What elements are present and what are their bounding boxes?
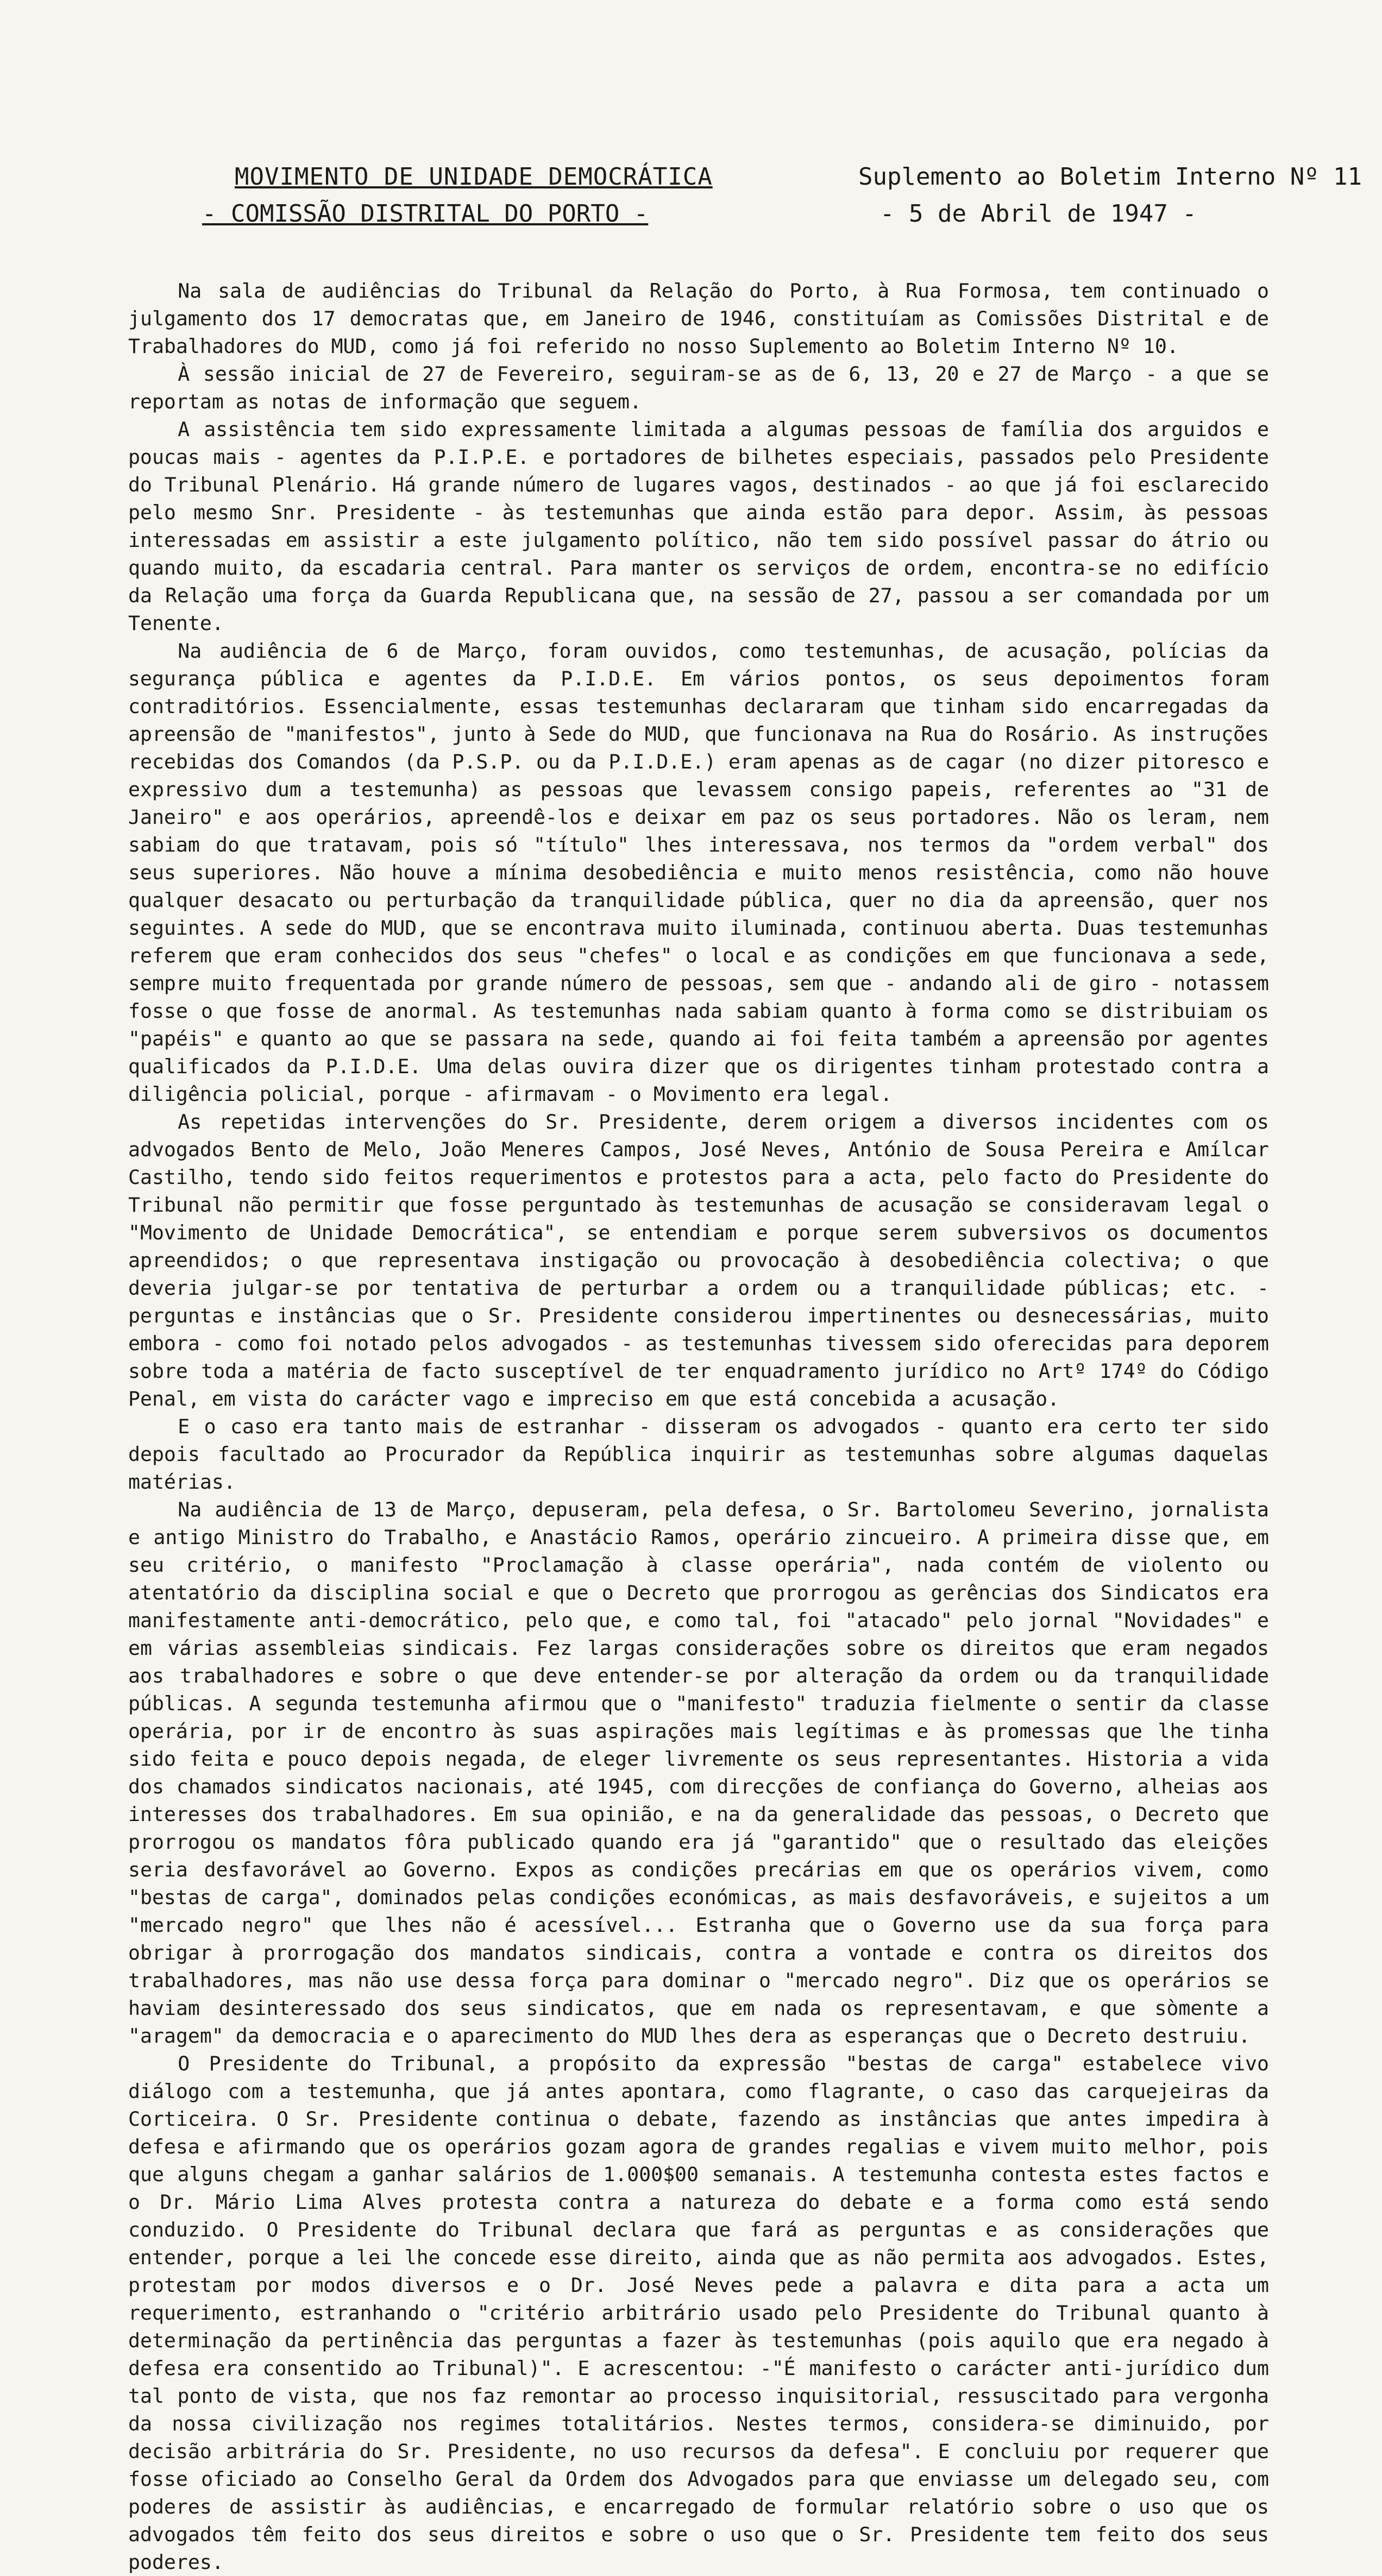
paragraph-8: O Presidente do Tribunal, a propósito da expressão "bestas de carga" estabelece vivo diálogo com a testemunha, que já antes apontara, como flagrante, o caso das carquejeiras da Corticeira. O Sr. Presidente continua o debate, fazendo as instâncias que antes impedira à defesa e afirmando que os operários gozam agora de grandes regalias e vivem muito melhor, pois que alguns chegam a ganhar salários de 1.000$00 semanais. A testemunha contesta estes factos e o Dr. Mário Lima Alves protesta contra a natureza do debate e a forma como está sendo conduzido. O Presidente do Tribunal declara que fará as perguntas e as considerações que entender, porque a lei lhe concede esse direito, ainda que as não permita aos advogados. Estes, protestam por modos diversos e o Dr. José Neves pede a palavra e dita para a acta um requerimento, estranhando o "critério arbitrário usado pelo Presidente do Tribunal quanto à determinação da pertinência das perguntas a fazer às testemunhas (pois aquilo que era negado à defesa era consentido ao Tribunal)". E acrescentou: -"É manifesto o carácter anti-jurídico dum tal ponto de vista, que nos faz remontar ao processo inquisitorial, ressuscitado para vergonha da nossa civilização nos regimes totalitários. Nestes termos, considera-se diminuido, por decisão arbitrária do Sr. Presidente, no uso recursos da defesa". E concluiu por requerer que fosse oficiado ao Conselho Geral da Ordem dos Advogados para que enviasse um delegado seu, com poderes de assistir às audiências, e encarregado de formular relatório sobre o uso que os advogados têm feito dos seus direitos e sobre o uso que o Sr. Presidente tem feito dos seus poderes. xyxy=(128,2052,1269,2574)
paragraph-6: E o caso era tanto mais de estranhar - disseram os advogados - quanto era certo ter sido depois facultado ao Procurador da República inquirir as testemunhas sobre algumas daquelas matérias. xyxy=(128,1415,1269,1494)
paragraph-3: A assistência tem sido expressamente limitada a algumas pessoas de família dos arguidos e poucas mais - agentes da P.I.P.E. e portadores de bilhetes especiais, passados pelo Presidente do Tribunal Plenário. Há grande número de lugares vagos, destinados - ao que já foi esclarecido pelo mesmo Snr. Presidente - às testemunhas que ainda estão para depor. Assim, às pessoas interessadas em assistir a este julgamento político, não tem sido possível passar do átrio ou quando muito, da escadaria central. Para manter os serviços de ordem, encontra-se no edifício da Relação uma força da Guarda Republicana que, na sessão de 27, passou a ser comandada por um Tenente. xyxy=(128,418,1269,635)
paragraph-4: Na audiência de 6 de Março, foram ouvidos, como testemunhas, de acusação, polícias da segurança pública e agentes da P.I.D.E. Em vários pontos, os seus depoimentos foram contraditórios. Essencialmente, essas testemunhas declararam que tinham sido encarregadas da apreensão de "manifestos", junto à Sede do MUD, que funcionava na Rua do Rosário. As instruções recebidas dos Comandos (da P.S.P. ou da P.I.D.E.) eram apenas as de cagar (no dizer pitoresco e expressivo dum a testemunha) as pessoas que levassem consigo papeis, referentes ao "31 de Janeiro" e aos operários, apreendê-los e deixar em paz os seus portadores. Não os leram, nem sabiam do que tratavam, pois só "título" lhes interessava, nos termos da "ordem verbal" dos seus superiores. Não houve a mínima desobediência e muito menos resistência, como não houve qualquer desacato ou perturbação da tranquilidade pública, quer no dia da apreensão, quer nos seguintes. A sede do MUD, que se encontrava muito iluminada, continuou aberta. Duas testemunhas referem que eram conhecidos dos seus "chefes" o local e as condições em que funcionava a sede, sempre muito frequentada por grande número de pessoas, sem que - andando ali de giro - notassem fosse o que fosse de anormal. As testemunhas nada sabiam quanto à forma como se distribuiam os "papéis" e quanto ao que se passara na sede, quando ai foi feita também a apreensão por agentes qualificados da P.I.D.E. Uma delas ouvira dizer que os dirigentes tinham protestado contra a diligência policial, porque - afirmavam - o Movimento era legal. xyxy=(128,639,1269,1106)
bulletin-date: - 5 de Abril de 1947 - xyxy=(880,200,1197,228)
paragraph-2: À sessão inicial de 27 de Fevereiro, seguiram-se as de 6, 13, 20 e 27 de Março - a que se reportam as notas de informação que seguem. xyxy=(128,362,1269,413)
bulletin-title: Suplemento ao Boletim Interno Nº 11 xyxy=(858,163,1362,191)
document-body xyxy=(128,277,1269,2576)
paragraph-1: Na sala de audiências do Tribunal da Relação do Porto, à Rua Formosa, tem continuado o julgamento dos 17 democratas que, em Janeiro de 1946, constituíam as Comissões Distrital e de Trabalhadores do MUD, como já foi referido no nosso Suplemento ao Boletim Interno Nº 10. xyxy=(128,279,1269,358)
commission-subtitle: - COMISSÃO DISTRITAL DO PORTO - xyxy=(202,200,649,228)
paragraph-5: As repetidas intervenções do Sr. Presidente, derem origem a diversos incidentes com os advogados Bento de Melo, João Meneres Campos, José Neves, António de Sousa Pereira e Amílcar Castilho, tendo sido feitos requerimentos e protestos para a acta, pelo facto do Presidente do Tribunal não permitir que fosse perguntado às testemunhas de acusação se consideravam legal o "Movimento de Unidade Democrática", se entendiam e porque serem subversivos os documentos apreendidos; o que representava instigação ou provocação à desobediência colectiva; o que deveria julgar-se por tentativa de perturbar a ordem ou a tranquilidade públicas; etc. - perguntas e instâncias que o Sr. Presidente considerou impertinentes ou desnecessárias, muito embora - como foi notado pelos advogados - as testemunhas tivessem sido oferecidas para deporem sobre toda a matéria de facto susceptível de ter enquadramento jurídico no Artº 174º do Código Penal, em vista do carácter vago e impreciso em que está concebida a acusação. xyxy=(128,1110,1269,1410)
organization-title: MOVIMENTO DE UNIDADE DEMOCRÁTICA xyxy=(235,163,713,191)
paragraph-7: Na audiência de 13 de Março, depuseram, pela defesa, o Sr. Bartolomeu Severino, jornalista e antigo Ministro do Trabalho, e Anastácio Ramos, operário zincueiro. A primeira disse que, em seu critério, o manifesto "Proclamação à classe operária", nada contém de violento ou atentatório da disciplina social e que o Decreto que prorrogou as gerências dos Sindicatos era manifestamente anti-democrático, pelo que, e como tal, foi "atacado" pelo jornal "Novidades" e em várias assembleias sindicais. Fez largas considerações sobre os direitos que eram negados aos trabalhadores e sobre o que deve entender-se por alteração da ordem ou da tranquilidade públicas. A segunda testemunha afirmou que o "manifesto" traduzia fielmente o sentir da classe operária, por ir de encontro às suas aspirações mais legítimas e às promessas que lhe tinha sido feita e pouco depois negada, de eleger livremente os seus representantes. Historia a vida dos chamados sindicatos nacionais, até 1945, com direcções de confiança do Governo, alheias aos interesses dos trabalhadores. Em sua opinião, e na da generalidade das pessoas, o Decreto que prorrogou os mandatos fôra publicado quando era já "garantido" que o resultado das eleições seria desfavorável ao Governo. Expos as condições precárias em que os operários vivem, como "bestas de carga", dominados pelas condições económicas, as mais desfavoráveis, e sujeitos a um "mercado negro" que lhes não é acessível... Estranha que o Governo use da sua força para obrigar à prorrogação dos mandatos sindicais, contra a vontade e contra os direitos dos trabalhadores, mas não use dessa força para dominar o "mercado negro". Diz que os operários se haviam desinteressado dos seus sindicatos, que em nada os representavam, e que sòmente a "aragem" da democracia e o aparecimento do MUD lhes dera as esperanças que o Decreto destruiu. xyxy=(128,1498,1269,2048)
